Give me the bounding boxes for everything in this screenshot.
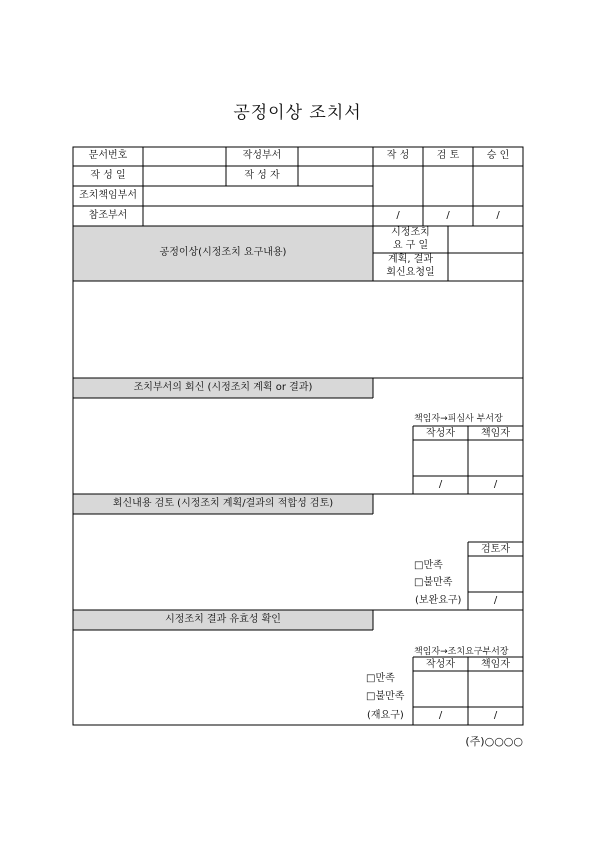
write-date-label: 작 성 일: [90, 170, 126, 181]
reference-dept-label: 참조부서: [88, 210, 128, 221]
section3-unsatisfied: □불만족: [414, 577, 453, 588]
page-title: 공정이상 조치서: [233, 103, 362, 123]
section3-satisfied: □만족: [414, 560, 443, 571]
section3-slash: /: [493, 595, 498, 606]
section4-rerequest: (재요구): [367, 710, 404, 721]
write-slash: /: [396, 210, 400, 221]
section2-writer: 작성자: [426, 428, 455, 439]
section2-writer-slash: /: [438, 479, 443, 490]
review-slash: /: [446, 210, 450, 221]
section1-label: 공정이상(시정조치 요구내용): [159, 247, 287, 258]
section3-supplement: (보완요구): [415, 595, 462, 606]
company-name: (주)○○○○: [465, 735, 523, 748]
writing-dept-label: 작성부서: [242, 150, 282, 161]
section2-responsible: 책임자: [481, 428, 510, 439]
write-column-label: 작 성: [386, 150, 410, 161]
section2-label: 조치부서의 회신 (시정조치 계획 or 결과): [133, 382, 313, 393]
writer-label: 작 성 자: [244, 170, 280, 181]
section3-reviewer: 검토자: [481, 544, 510, 555]
approve-column-label: 승 인: [486, 150, 510, 161]
section2-route: 책임자→피심사 부서장: [414, 414, 503, 424]
section4-writer-slash: /: [438, 710, 443, 721]
request-date-label-line1: 시정조치: [391, 227, 430, 238]
section4-route: 책임자→조치요구부서장: [414, 647, 509, 657]
review-column-label: 검 토: [436, 150, 460, 161]
section4-responsible-slash: /: [493, 710, 498, 721]
section3-label: 회신내용 검토 (시정조치 계획/결과의 적합성 검토): [112, 498, 334, 509]
section4-responsible: 책임자: [481, 659, 510, 670]
reply-request-label-line1: 계획, 결과: [388, 254, 433, 265]
section4-unsatisfied: □불만족: [366, 691, 405, 702]
section4-writer: 작성자: [426, 659, 455, 670]
reply-request-label-line2: 회신요청일: [386, 267, 435, 278]
section4-satisfied: □만족: [366, 673, 395, 684]
request-date-label-line2: 요 구 일: [392, 240, 429, 251]
responsible-dept-label: 조치책임부서: [79, 190, 137, 201]
doc-number-label: 문서번호: [88, 150, 128, 161]
section2-responsible-slash: /: [493, 479, 498, 490]
approve-slash: /: [496, 210, 500, 221]
section4-label: 시정조치 결과 유효성 확인: [165, 614, 281, 625]
